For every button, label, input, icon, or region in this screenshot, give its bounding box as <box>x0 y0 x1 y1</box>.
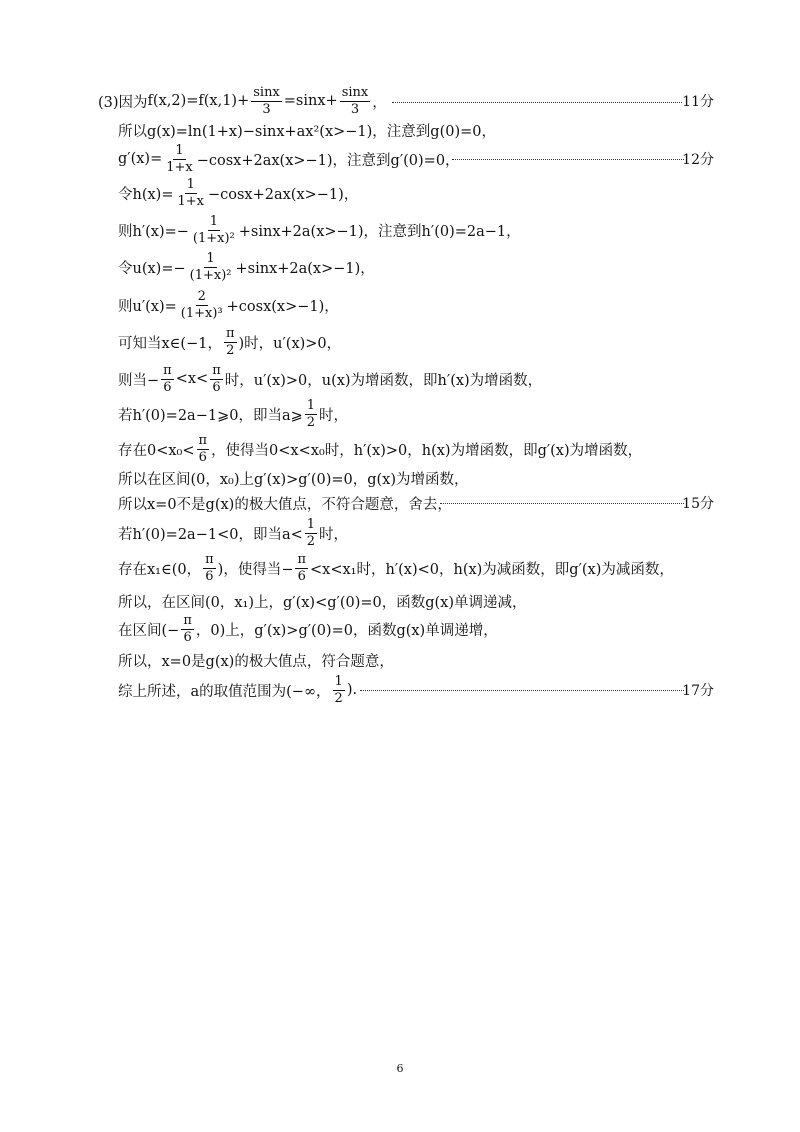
solution-line-10 <box>118 399 348 429</box>
fraction-numerator: π <box>198 432 208 448</box>
fraction <box>181 614 194 644</box>
score-leader-dots <box>452 147 684 160</box>
score-leader-dots <box>440 491 684 504</box>
fraction-numerator: 2 <box>197 288 206 304</box>
fraction-numerator: 1 <box>206 250 215 266</box>
fraction <box>224 327 237 357</box>
fraction-denominator: 3 <box>350 101 360 117</box>
fraction-denominator: 2 <box>334 690 343 706</box>
formula-fragment: )时，u′(x)>0， <box>238 335 342 352</box>
fraction-denominator: 6 <box>163 379 172 395</box>
fraction <box>210 364 223 394</box>
solution-line-16: 所以，在区间(0，x₁)上，g′(x)<g′(0)=0，函数g(x)单调递减， <box>118 594 527 611</box>
formula-fragment: 时， <box>319 407 349 424</box>
fraction-denominator: 2 <box>306 414 316 430</box>
solution-line-6 <box>118 252 375 282</box>
formula-fragment: 存在x₁∈(0， <box>118 561 202 578</box>
formula-fragment: 则当− <box>118 372 160 389</box>
fraction <box>191 215 237 245</box>
formula-fragment: 若h′(0)=2a−1⩾0，即当a⩾ <box>118 407 303 424</box>
fraction <box>333 675 345 705</box>
fraction-numerator: 1 <box>186 176 195 192</box>
text-fragment: (3)因为 <box>98 94 148 111</box>
formula-fragment: 时， <box>319 526 349 543</box>
formula-fragment: 则u′(x)= <box>118 298 177 315</box>
fraction <box>164 144 195 174</box>
solution-line-11 <box>118 434 642 464</box>
formula-fragment: −cosx+2ax(x>−1)， <box>207 186 359 203</box>
fraction-numerator: π <box>183 612 192 628</box>
fraction-numerator: π <box>163 362 172 378</box>
solution-line-19 <box>118 675 357 705</box>
fraction-numerator: sinx <box>341 84 369 100</box>
formula-fragment: +sinx+2a(x>−1)， <box>235 260 375 277</box>
formula-fragment: 在区间(− <box>118 622 180 639</box>
text-fragment: ， <box>372 94 387 111</box>
solution-line-4 <box>118 178 358 208</box>
formula-fragment: <x< <box>175 371 209 387</box>
solution-line-14 <box>118 518 348 548</box>
score-label: 12分 <box>682 152 714 168</box>
fraction-denominator: (1+x)² <box>189 267 232 283</box>
fraction <box>251 86 282 116</box>
page-number: 6 <box>396 1062 404 1075</box>
fraction <box>305 518 317 548</box>
fraction-numerator: π <box>225 325 235 341</box>
solution-line-3 <box>118 144 460 174</box>
formula-fragment: =sinx+ <box>283 93 338 109</box>
fraction-denominator: 1+x <box>166 159 193 175</box>
formula-fragment: 则h′(x)=− <box>118 223 189 240</box>
formula-fragment: ，0)上，g′(x)>g′(0)=0，函数g(x)单调递增， <box>195 622 498 639</box>
solution-line-2: 所以g(x)=ln(1+x)−sinx+ax²(x>−1)，注意到g(0)=0， <box>118 123 497 140</box>
fraction-denominator: 3 <box>262 101 271 117</box>
solution-line-17 <box>118 614 498 644</box>
fraction-numerator: sinx <box>253 84 280 100</box>
formula-fragment: 可知当x∈(−1， <box>118 335 222 352</box>
solution-line-5 <box>118 215 521 245</box>
fraction-numerator: π <box>205 551 214 567</box>
solution-line-18: 所以，x=0是g(x)的极大值点，符合题意， <box>118 653 394 670</box>
fraction <box>295 553 308 583</box>
score-label: 11分 <box>682 94 714 110</box>
fraction-numerator: 1 <box>175 142 184 158</box>
formula-fragment: g′(x)= <box>118 151 163 167</box>
solution-line-8 <box>118 327 341 357</box>
fraction-denominator: 6 <box>297 568 306 584</box>
formula-fragment: )，使得当− <box>217 561 294 578</box>
formula-fragment: 令h(x)= <box>118 186 174 203</box>
fraction-denominator: 1+x <box>177 193 204 209</box>
fraction-denominator: (1+x)² <box>192 230 235 246</box>
formula-fragment: f(x,2)=f(x,1)+ <box>147 93 250 109</box>
score-leader-dots <box>360 678 684 691</box>
fraction-numerator: 1 <box>306 397 316 413</box>
formula-fragment: ，使得当0<x<x₀时，h′(x)>0，h(x)为增函数，即g′(x)为增函数， <box>211 442 643 459</box>
fraction <box>203 553 216 583</box>
formula-fragment: +cosx(x>−1)， <box>226 298 339 315</box>
formula-fragment: 令u(x)=− <box>118 260 186 277</box>
formula-fragment: 综上所述，a的取值范围为(−∞， <box>118 683 331 700</box>
solution-line-1 <box>98 86 387 116</box>
fraction <box>161 364 174 394</box>
score-leader-dots <box>392 90 682 103</box>
solution-line-7 <box>118 290 339 320</box>
fraction-denominator: 6 <box>205 568 214 584</box>
fraction-numerator: π <box>212 362 221 378</box>
solution-line-9 <box>118 364 542 394</box>
fraction-denominator: 2 <box>306 533 316 549</box>
fraction-numerator: π <box>297 551 307 567</box>
fraction-denominator: 2 <box>226 342 235 358</box>
score-label: 15分 <box>682 496 714 512</box>
formula-fragment: ). <box>346 682 358 698</box>
fraction <box>340 86 371 116</box>
fraction-denominator: (1+x)³ <box>180 305 223 321</box>
solution-line-15 <box>118 553 674 583</box>
formula-fragment: +sinx+2a(x>−1)，注意到h′(0)=2a−1， <box>238 223 521 240</box>
fraction-denominator: 6 <box>183 629 192 645</box>
fraction <box>175 178 206 208</box>
solution-line-12: 所以在区间(0，x₀)上g′(x)>g′(0)=0，g(x)为增函数， <box>118 471 469 488</box>
formula-fragment: <x<x₁时，h′(x)<0，h(x)为减函数，即g′(x)为减函数， <box>310 561 674 578</box>
formula-fragment: 若h′(0)=2a−1<0，即当a< <box>118 526 303 543</box>
fraction-numerator: 1 <box>334 673 343 689</box>
fraction-numerator: 1 <box>306 516 316 532</box>
fraction-denominator: 6 <box>212 379 221 395</box>
fraction <box>305 399 317 429</box>
formula-fragment: 时，u′(x)>0，u(x)为增函数，即h′(x)为增函数， <box>224 372 543 389</box>
formula-fragment: 存在0<x₀< <box>118 442 195 459</box>
fraction-denominator: 6 <box>198 449 207 465</box>
solution-line-13: 所以x=0不是g(x)的极大值点，不符合题意，舍去， <box>118 496 452 513</box>
score-label: 17分 <box>682 683 714 699</box>
formula-fragment: −cosx+2ax(x>−1)，注意到g′(0)=0， <box>196 152 460 169</box>
fraction <box>197 434 210 464</box>
fraction <box>188 252 234 282</box>
fraction <box>179 290 225 320</box>
fraction-numerator: 1 <box>209 213 218 229</box>
